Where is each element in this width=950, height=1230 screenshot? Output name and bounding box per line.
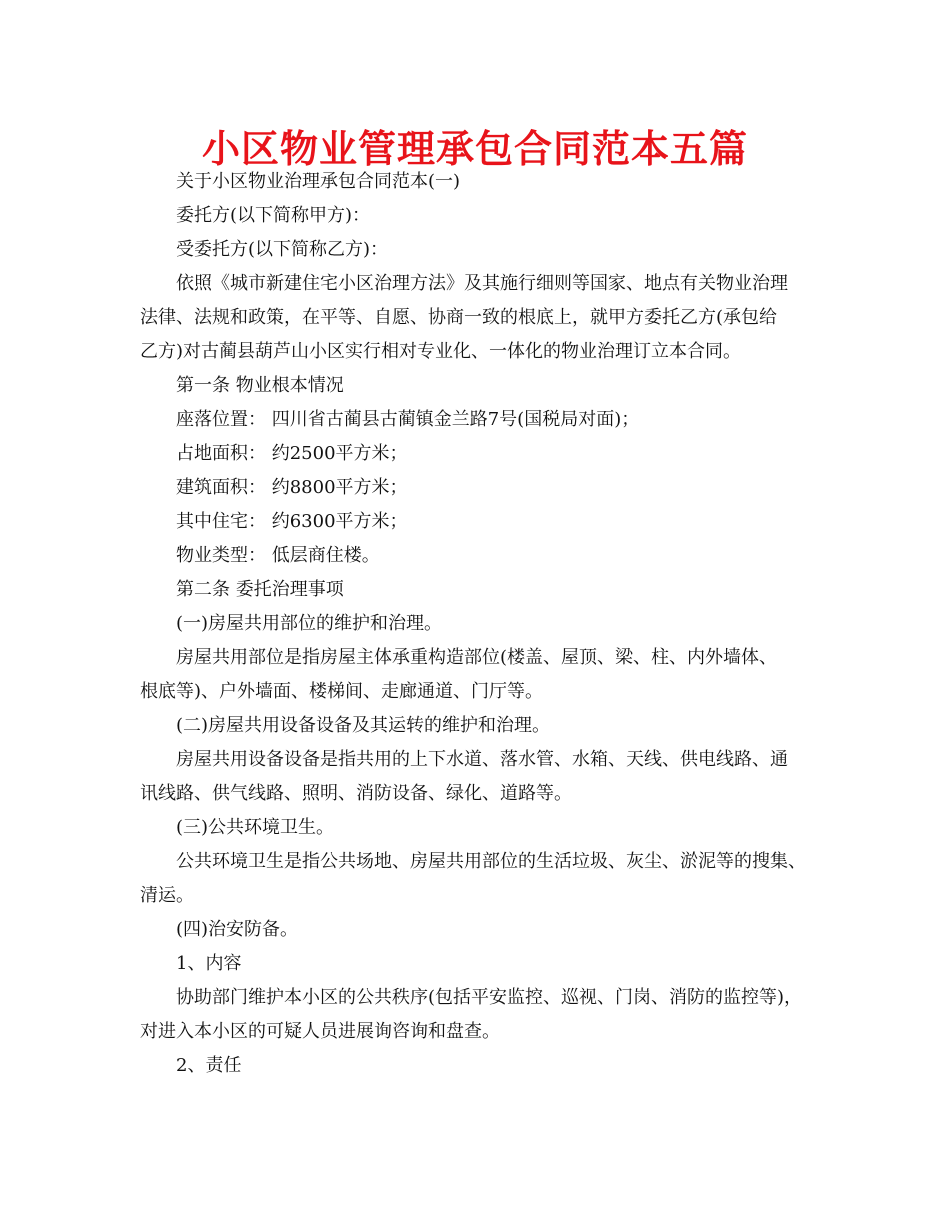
paragraph-line: 协助部门维护本小区的公共秩序(包括平安监控、巡视、门岗、消防的监控等)， <box>176 987 803 1008</box>
numbered-heading: 2、责任 <box>176 1055 242 1076</box>
property-detail: 占地面积： 约2500平方米； <box>176 443 408 464</box>
section-heading: 第一条 物业根本情况 <box>176 375 344 396</box>
property-detail: 物业类型： 低层商住楼。 <box>176 545 380 566</box>
property-detail: 其中住宅： 约6300平方米； <box>176 511 408 532</box>
paragraph-line: 关于小区物业治理承包合同范本(一) <box>176 171 461 192</box>
paragraph-line: 公共环境卫生是指公共场地、房屋共用部位的生活垃圾、灰尘、淤泥等的搜集、 <box>176 851 806 872</box>
paragraph-line: 法律、法规和政策，在平等、自愿、协商一致的根底上，就甲方委托乙方(承包给 <box>140 307 778 328</box>
property-detail: 建筑面积： 约8800平方米； <box>176 477 408 498</box>
subsection-heading: (三)公共环境卫生。 <box>176 817 335 838</box>
subsection-heading: (一)房屋共用部位的维护和治理。 <box>176 613 443 634</box>
subsection-heading: (四)治安防备。 <box>176 919 299 940</box>
paragraph-line: 根底等)、户外墙面、楼梯间、走廊通道、门厅等。 <box>140 681 544 702</box>
numbered-heading: 1、内容 <box>176 953 242 974</box>
document-body <box>140 165 820 1083</box>
subsection-heading: (二)房屋共用设备设备及其运转的维护和治理。 <box>176 715 551 736</box>
paragraph-line: 对进入本小区的可疑人员进展询咨询和盘查。 <box>140 1021 500 1042</box>
paragraph-line: 委托方(以下简称甲方)： <box>176 205 371 226</box>
document-title: 小区物业管理承包合同范本五篇 <box>201 127 748 171</box>
paragraph-line: 依照《城市新建住宅小区治理方法》及其施行细则等国家、地点有关物业治理 <box>176 273 788 294</box>
paragraph-line: 房屋共用部位是指房屋主体承重构造部位(楼盖、屋顶、梁、柱、内外墙体、 <box>176 647 778 668</box>
paragraph-line: 受委托方(以下简称乙方)： <box>176 239 389 260</box>
paragraph-line: 房屋共用设备设备是指共用的上下水道、落水管、水箱、天线、供电线路、通 <box>176 749 788 770</box>
paragraph-line: 讯线路、供气线路、照明、消防设备、绿化、道路等。 <box>140 783 572 804</box>
section-heading: 第二条 委托治理事项 <box>176 579 344 600</box>
paragraph-line: 清运。 <box>140 885 194 906</box>
paragraph-line: 乙方)对古蔺县葫芦山小区实行相对专业化、一体化的物业治理订立本合同。 <box>140 341 742 362</box>
property-detail: 座落位置： 四川省古蔺县古蔺镇金兰路7号(国税局对面)； <box>176 409 640 430</box>
